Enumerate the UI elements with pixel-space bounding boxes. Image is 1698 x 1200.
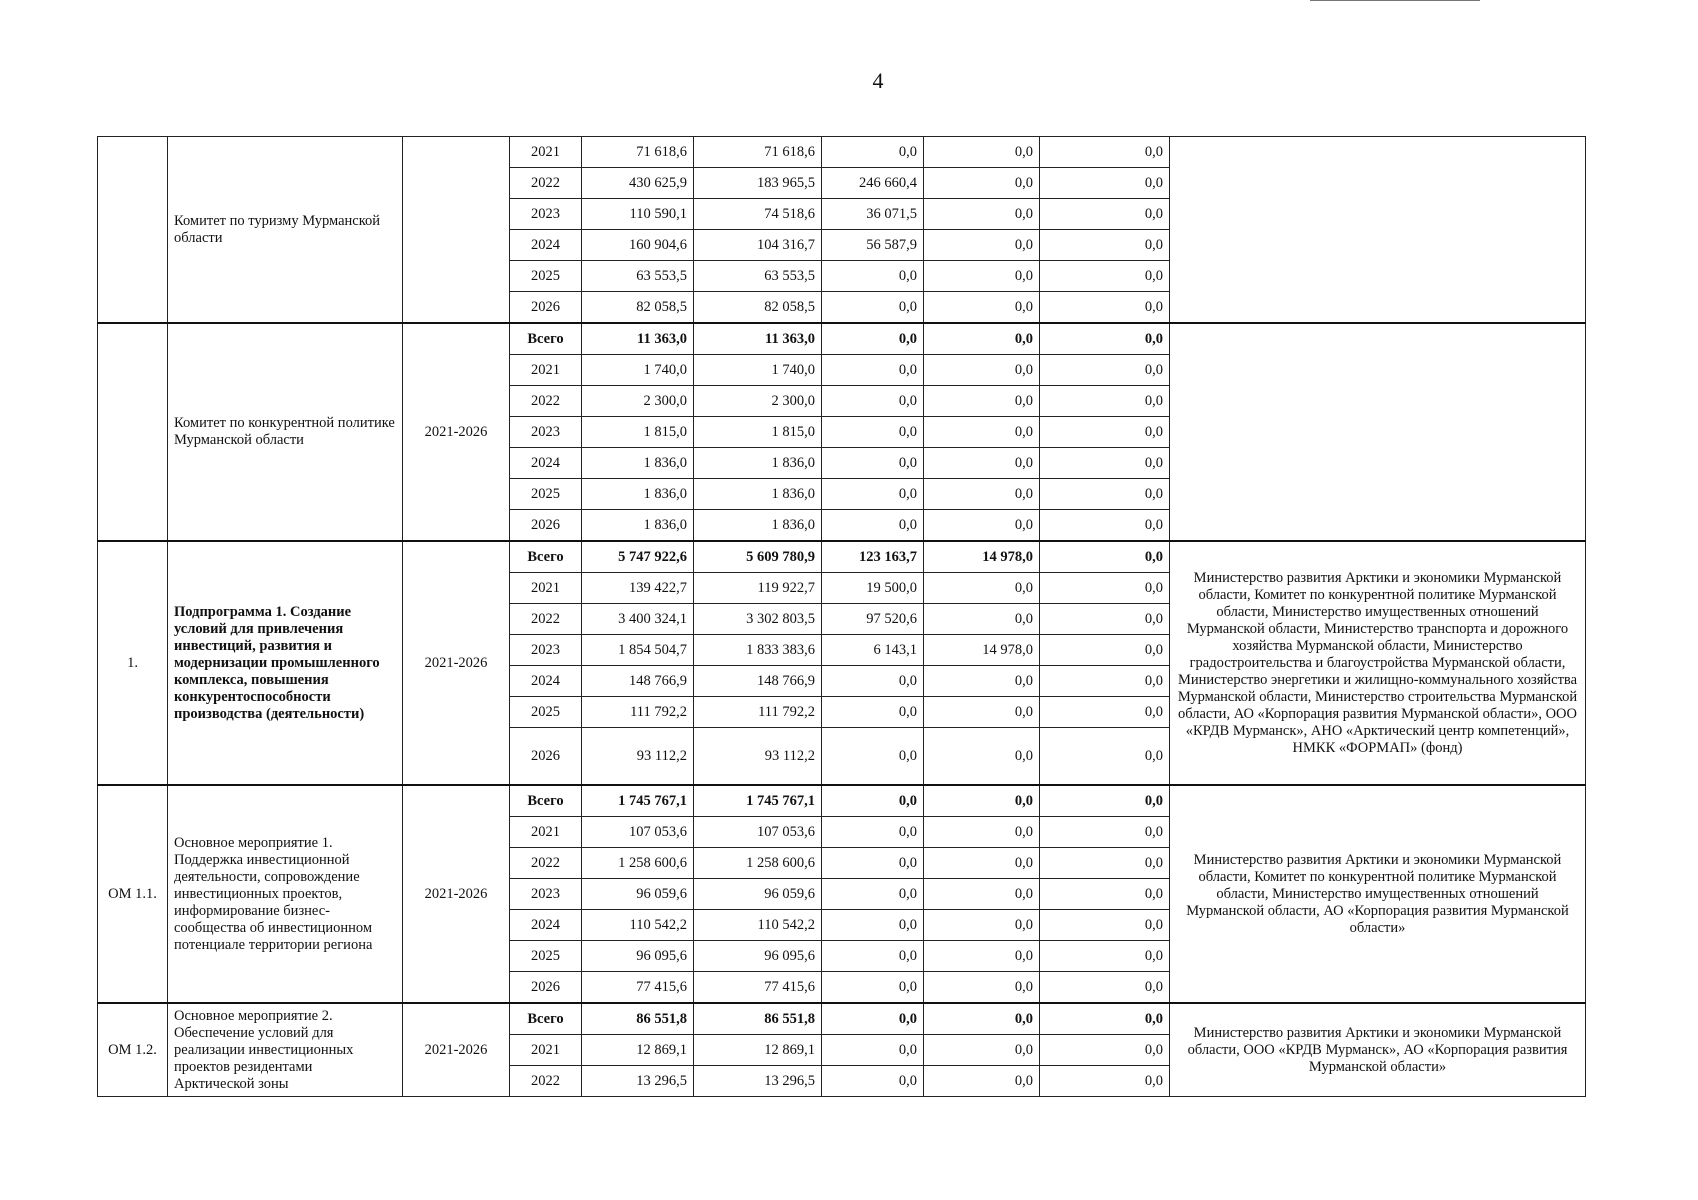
amount-cell: 0,0: [1040, 1035, 1170, 1066]
amount-cell: 82 058,5: [694, 292, 822, 324]
amount-cell: 1 815,0: [694, 417, 822, 448]
amount-cell: 1 836,0: [582, 510, 694, 542]
row-code: ОМ 1.2.: [98, 1003, 168, 1097]
amount-cell: 0,0: [924, 323, 1040, 355]
amount-cell: 63 553,5: [582, 261, 694, 292]
executors-cell: [1170, 137, 1586, 324]
row-code: [98, 137, 168, 324]
amount-cell: 0,0: [1040, 323, 1170, 355]
amount-cell: 0,0: [1040, 972, 1170, 1004]
executors-cell: Министерство развития Арктики и экономики Мурманской области, ООО «КРДВ Мурманск», АО «Корпорация развития Мурманской области»: [1170, 1003, 1586, 1097]
amount-cell: 86 551,8: [582, 1003, 694, 1035]
row-name: Комитет по туризму Мурманской области: [168, 137, 403, 324]
executors-cell: Министерство развития Арктики и экономики Мурманской области, Комитет по конкурентной политике Мурманской области, Министерство имущественных отношений Мурманской области, АО «Корпорация развития Мурманской области»: [1170, 785, 1586, 1003]
amount-cell: 110 542,2: [582, 910, 694, 941]
amount-cell: 0,0: [1040, 199, 1170, 230]
amount-cell: 1 740,0: [582, 355, 694, 386]
amount-cell: 430 625,9: [582, 168, 694, 199]
amount-cell: 0,0: [924, 355, 1040, 386]
year-cell: 2024: [510, 666, 582, 697]
year-cell: 2025: [510, 261, 582, 292]
year-cell: 2022: [510, 168, 582, 199]
amount-cell: 0,0: [1040, 697, 1170, 728]
amount-cell: 0,0: [924, 261, 1040, 292]
amount-cell: 0,0: [924, 817, 1040, 848]
year-cell: 2024: [510, 230, 582, 261]
amount-cell: 0,0: [1040, 448, 1170, 479]
amount-cell: 0,0: [822, 355, 924, 386]
amount-cell: 12 869,1: [582, 1035, 694, 1066]
amount-cell: 0,0: [1040, 1066, 1170, 1097]
amount-cell: 107 053,6: [694, 817, 822, 848]
amount-cell: 0,0: [822, 417, 924, 448]
amount-cell: 0,0: [822, 728, 924, 786]
executors-cell: [1170, 323, 1586, 541]
amount-cell: 0,0: [1040, 848, 1170, 879]
amount-cell: 0,0: [1040, 879, 1170, 910]
amount-cell: 0,0: [1040, 941, 1170, 972]
amount-cell: 0,0: [822, 879, 924, 910]
amount-cell: 0,0: [822, 479, 924, 510]
row-code: ОМ 1.1.: [98, 785, 168, 1003]
amount-cell: 119 922,7: [694, 573, 822, 604]
amount-cell: 0,0: [924, 230, 1040, 261]
year-cell: 2025: [510, 941, 582, 972]
amount-cell: 12 869,1: [694, 1035, 822, 1066]
amount-cell: 0,0: [924, 604, 1040, 635]
amount-cell: 0,0: [822, 817, 924, 848]
amount-cell: 0,0: [1040, 230, 1170, 261]
funding-table: [97, 136, 1586, 1097]
year-cell: 2021: [510, 573, 582, 604]
year-cell: 2022: [510, 848, 582, 879]
amount-cell: 0,0: [822, 972, 924, 1004]
row-period: 2021-2026: [403, 785, 510, 1003]
amount-cell: 13 296,5: [694, 1066, 822, 1097]
year-cell: 2025: [510, 697, 582, 728]
table-row: [98, 323, 1586, 355]
year-cell: 2023: [510, 879, 582, 910]
year-cell: 2026: [510, 728, 582, 786]
amount-cell: 0,0: [924, 728, 1040, 786]
amount-cell: 104 316,7: [694, 230, 822, 261]
amount-cell: 111 792,2: [582, 697, 694, 728]
amount-cell: 0,0: [1040, 168, 1170, 199]
amount-cell: 123 163,7: [822, 541, 924, 573]
amount-cell: 6 143,1: [822, 635, 924, 666]
amount-cell: 0,0: [1040, 728, 1170, 786]
amount-cell: 107 053,6: [582, 817, 694, 848]
amount-cell: 0,0: [1040, 386, 1170, 417]
year-cell: 2023: [510, 417, 582, 448]
amount-cell: 77 415,6: [694, 972, 822, 1004]
amount-cell: 14 978,0: [924, 635, 1040, 666]
amount-cell: 111 792,2: [694, 697, 822, 728]
amount-cell: 0,0: [822, 137, 924, 168]
amount-cell: 0,0: [822, 261, 924, 292]
amount-cell: 148 766,9: [582, 666, 694, 697]
amount-cell: 1 836,0: [582, 448, 694, 479]
year-cell: 2026: [510, 510, 582, 542]
amount-cell: 0,0: [924, 910, 1040, 941]
amount-cell: 0,0: [924, 1066, 1040, 1097]
amount-cell: 110 590,1: [582, 199, 694, 230]
amount-cell: 0,0: [924, 417, 1040, 448]
amount-cell: 0,0: [1040, 510, 1170, 542]
table-row: [98, 541, 1586, 573]
amount-cell: 11 363,0: [582, 323, 694, 355]
year-cell: 2022: [510, 386, 582, 417]
amount-cell: 96 059,6: [582, 879, 694, 910]
amount-cell: 0,0: [924, 1035, 1040, 1066]
amount-cell: 110 542,2: [694, 910, 822, 941]
amount-cell: 0,0: [924, 386, 1040, 417]
amount-cell: 1 815,0: [582, 417, 694, 448]
amount-cell: 71 618,6: [582, 137, 694, 168]
amount-cell: 0,0: [924, 137, 1040, 168]
year-cell: 2023: [510, 199, 582, 230]
amount-cell: 1 854 504,7: [582, 635, 694, 666]
year-cell: 2025: [510, 479, 582, 510]
year-cell: 2021: [510, 817, 582, 848]
amount-cell: 11 363,0: [694, 323, 822, 355]
amount-cell: 0,0: [924, 785, 1040, 817]
amount-cell: 0,0: [924, 972, 1040, 1004]
year-cell: 2021: [510, 1035, 582, 1066]
amount-cell: 0,0: [1040, 479, 1170, 510]
amount-cell: 0,0: [924, 697, 1040, 728]
amount-cell: 0,0: [822, 1003, 924, 1035]
year-cell: 2026: [510, 292, 582, 324]
row-name: Подпрограмма 1. Создание условий для привлечения инвестиций, развития и модернизации промышленного комплекса, повышения конкурентоспособности производства (деятельности): [168, 541, 403, 785]
row-period: [403, 137, 510, 324]
amount-cell: 1 258 600,6: [694, 848, 822, 879]
year-cell: 2022: [510, 604, 582, 635]
amount-cell: 0,0: [924, 292, 1040, 324]
header-rule: [1310, 0, 1480, 1]
row-period: 2021-2026: [403, 541, 510, 785]
amount-cell: 0,0: [924, 199, 1040, 230]
amount-cell: 0,0: [1040, 635, 1170, 666]
year-cell: Всего: [510, 785, 582, 817]
row-code: [98, 323, 168, 541]
amount-cell: 2 300,0: [694, 386, 822, 417]
amount-cell: 0,0: [1040, 417, 1170, 448]
amount-cell: 96 095,6: [582, 941, 694, 972]
amount-cell: 0,0: [924, 168, 1040, 199]
executors-cell: Министерство развития Арктики и экономики Мурманской области, Комитет по конкурентной политике Мурманской области, Министерство имущественных отношений Мурманской области, Министерство транспорта и дорожного хозяйства Мурманской области, Министерство градостроительства и благоустройства Мурманской области, Министерство энергетики и жилищно-коммунального хозяйства Мурманской области, Министерство строительства Мурманской области, АО «Корпорация развития Мурманской области», ООО «КРДВ Мурманск», АНО «Арктический центр компетенций», НМКК «ФОРМАП» (фонд): [1170, 541, 1586, 785]
table-row: [98, 785, 1586, 817]
amount-cell: 3 302 803,5: [694, 604, 822, 635]
amount-cell: 0,0: [822, 323, 924, 355]
amount-cell: 1 836,0: [582, 479, 694, 510]
year-cell: 2021: [510, 137, 582, 168]
amount-cell: 3 400 324,1: [582, 604, 694, 635]
amount-cell: 0,0: [1040, 355, 1170, 386]
amount-cell: 246 660,4: [822, 168, 924, 199]
amount-cell: 5 609 780,9: [694, 541, 822, 573]
amount-cell: 0,0: [924, 848, 1040, 879]
row-name: Комитет по конкурентной политике Мурманской области: [168, 323, 403, 541]
amount-cell: 1 745 767,1: [582, 785, 694, 817]
amount-cell: 13 296,5: [582, 1066, 694, 1097]
amount-cell: 0,0: [1040, 573, 1170, 604]
amount-cell: 139 422,7: [582, 573, 694, 604]
amount-cell: 0,0: [822, 848, 924, 879]
amount-cell: 0,0: [924, 879, 1040, 910]
year-cell: 2024: [510, 910, 582, 941]
row-name: Основное мероприятие 2. Обеспечение условий для реализации инвестиционных проектов резидентами Арктической зоны: [168, 1003, 403, 1097]
page-number: 4: [872, 68, 884, 93]
amount-cell: 0,0: [822, 386, 924, 417]
amount-cell: 96 095,6: [694, 941, 822, 972]
amount-cell: 148 766,9: [694, 666, 822, 697]
amount-cell: 82 058,5: [582, 292, 694, 324]
amount-cell: 1 836,0: [694, 510, 822, 542]
amount-cell: 1 745 767,1: [694, 785, 822, 817]
amount-cell: 0,0: [1040, 817, 1170, 848]
year-cell: Всего: [510, 323, 582, 355]
amount-cell: 0,0: [1040, 1003, 1170, 1035]
amount-cell: 1 258 600,6: [582, 848, 694, 879]
row-code: 1.: [98, 541, 168, 785]
amount-cell: 1 836,0: [694, 448, 822, 479]
amount-cell: 0,0: [924, 573, 1040, 604]
amount-cell: 0,0: [1040, 292, 1170, 324]
amount-cell: 97 520,6: [822, 604, 924, 635]
amount-cell: 0,0: [822, 292, 924, 324]
table-row: [98, 137, 1586, 168]
amount-cell: 0,0: [822, 510, 924, 542]
row-period: 2021-2026: [403, 1003, 510, 1097]
amount-cell: 0,0: [1040, 541, 1170, 573]
amount-cell: 0,0: [924, 1003, 1040, 1035]
amount-cell: 0,0: [822, 448, 924, 479]
amount-cell: 183 965,5: [694, 168, 822, 199]
amount-cell: 0,0: [924, 941, 1040, 972]
amount-cell: 5 747 922,6: [582, 541, 694, 573]
amount-cell: 56 587,9: [822, 230, 924, 261]
amount-cell: 0,0: [1040, 137, 1170, 168]
year-cell: 2022: [510, 1066, 582, 1097]
amount-cell: 0,0: [822, 910, 924, 941]
amount-cell: 0,0: [822, 785, 924, 817]
amount-cell: 36 071,5: [822, 199, 924, 230]
year-cell: 2026: [510, 972, 582, 1004]
row-period: 2021-2026: [403, 323, 510, 541]
amount-cell: 71 618,6: [694, 137, 822, 168]
amount-cell: 0,0: [822, 1066, 924, 1097]
amount-cell: 0,0: [924, 510, 1040, 542]
year-cell: 2024: [510, 448, 582, 479]
amount-cell: 1 740,0: [694, 355, 822, 386]
amount-cell: 0,0: [822, 697, 924, 728]
amount-cell: 0,0: [924, 448, 1040, 479]
amount-cell: 86 551,8: [694, 1003, 822, 1035]
amount-cell: 14 978,0: [924, 541, 1040, 573]
amount-cell: 0,0: [924, 666, 1040, 697]
amount-cell: 0,0: [924, 479, 1040, 510]
amount-cell: 0,0: [822, 666, 924, 697]
amount-cell: 0,0: [1040, 261, 1170, 292]
amount-cell: 0,0: [1040, 604, 1170, 635]
amount-cell: 2 300,0: [582, 386, 694, 417]
amount-cell: 93 112,2: [694, 728, 822, 786]
amount-cell: 77 415,6: [582, 972, 694, 1004]
year-cell: Всего: [510, 1003, 582, 1035]
year-cell: 2021: [510, 355, 582, 386]
amount-cell: 1 833 383,6: [694, 635, 822, 666]
amount-cell: 160 904,6: [582, 230, 694, 261]
row-name: Основное мероприятие 1. Поддержка инвестиционной деятельности, сопровождение инвестиционных проектов, информирование бизнес-сообщества об инвестиционном потенциале территории региона: [168, 785, 403, 1003]
amount-cell: 0,0: [1040, 910, 1170, 941]
year-cell: 2023: [510, 635, 582, 666]
amount-cell: 93 112,2: [582, 728, 694, 786]
amount-cell: 63 553,5: [694, 261, 822, 292]
amount-cell: 0,0: [822, 1035, 924, 1066]
table-row: [98, 1003, 1586, 1035]
amount-cell: 19 500,0: [822, 573, 924, 604]
amount-cell: 0,0: [1040, 666, 1170, 697]
amount-cell: 1 836,0: [694, 479, 822, 510]
amount-cell: 0,0: [822, 941, 924, 972]
amount-cell: 96 059,6: [694, 879, 822, 910]
amount-cell: 74 518,6: [694, 199, 822, 230]
year-cell: Всего: [510, 541, 582, 573]
amount-cell: 0,0: [1040, 785, 1170, 817]
